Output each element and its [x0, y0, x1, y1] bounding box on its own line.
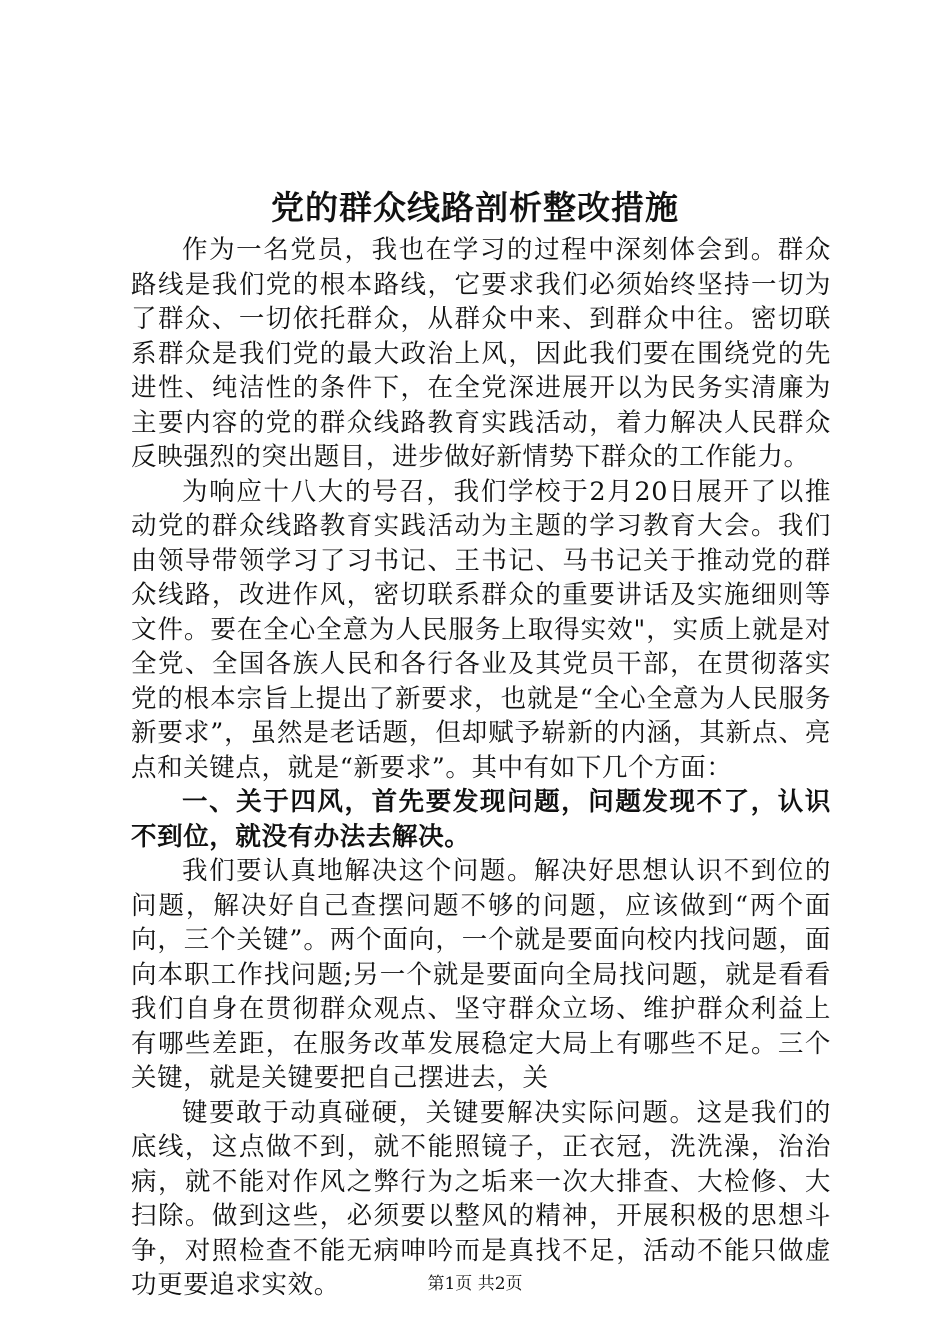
paragraph-4: 键要敢于动真碰硬，关键要解决实际问题。这是我们的底线，这点做不到，就不能照镜子，正衣冠，洗洗澡，治治病，就不能对作风之弊行为之垢来一次大排查、大检修、大扫除。做到这些，必须要以整风的精神，开展积极的思想斗争，对照检查不能无病呻吟而是真找不足，活动不能只做虚功更要追求实效。: [131, 1097, 831, 1300]
document-body: [131, 233, 831, 1303]
page-number: 第1页 共2页: [427, 1274, 523, 1294]
paragraph-2: 为响应十八大的号召，我们学校于2月20日展开了以推动党的群众线路教育实践活动为主题的学习教育大会。我们由领导带领学习了习书记、王书记、马书记关于推动党的群众线路，改进作风，密切联系群众的重要讲话及实施细则等文件。要在全心全意为人民服务上取得实效"，实质上就是对全党、全国各族人民和各行各业及其党员干部，在贯彻落实党的根本宗旨上提出了新要求，也就是“全心全意为人民服务新要求”，虽然是老话题，但却赋予崭新的内涵，其新点、亮点和关键点，就是“新要求”。其中有如下几个方面：: [131, 476, 831, 783]
section-heading: 一、关于四风，首先要发现问题，问题发现不了，认识不到位，就没有办法去解决。: [131, 787, 831, 852]
paragraph-1: 作为一名党员，我也在学习的过程中深刻体会到。群众路线是我们党的根本路线，它要求我们必须始终坚持一切为了群众、一切依托群众，从群众中来、到群众中往。密切联系群众是我们党的最大政治上风，因此我们要在围绕党的先进性、纯洁性的条件下，在全党深进展开以为民务实清廉为主要内容的党的群众线路教育实践活动，着力解决人民群众反映强烈的突出题目，进步做好新情势下群众的工作能力。: [131, 235, 831, 472]
paragraph-3: 我们要认真地解决这个问题。解决好思想认识不到位的问题，解决好自己查摆问题不够的问题，应该做到“两个面向，三个关键”。两个面向，一个就是要面向校内找问题，面向本职工作找问题;另一个就是要面向全局找问题，就是看看我们自身在贯彻群众观点、坚守群众立场、维护群众利益上有哪些差距，在服务改革发展稳定大局上有哪些不足。三个关键，就是关键要把自己摆进去，关: [131, 856, 831, 1093]
document-title: 党的群众线路剖析整改措施: [271, 188, 679, 227]
